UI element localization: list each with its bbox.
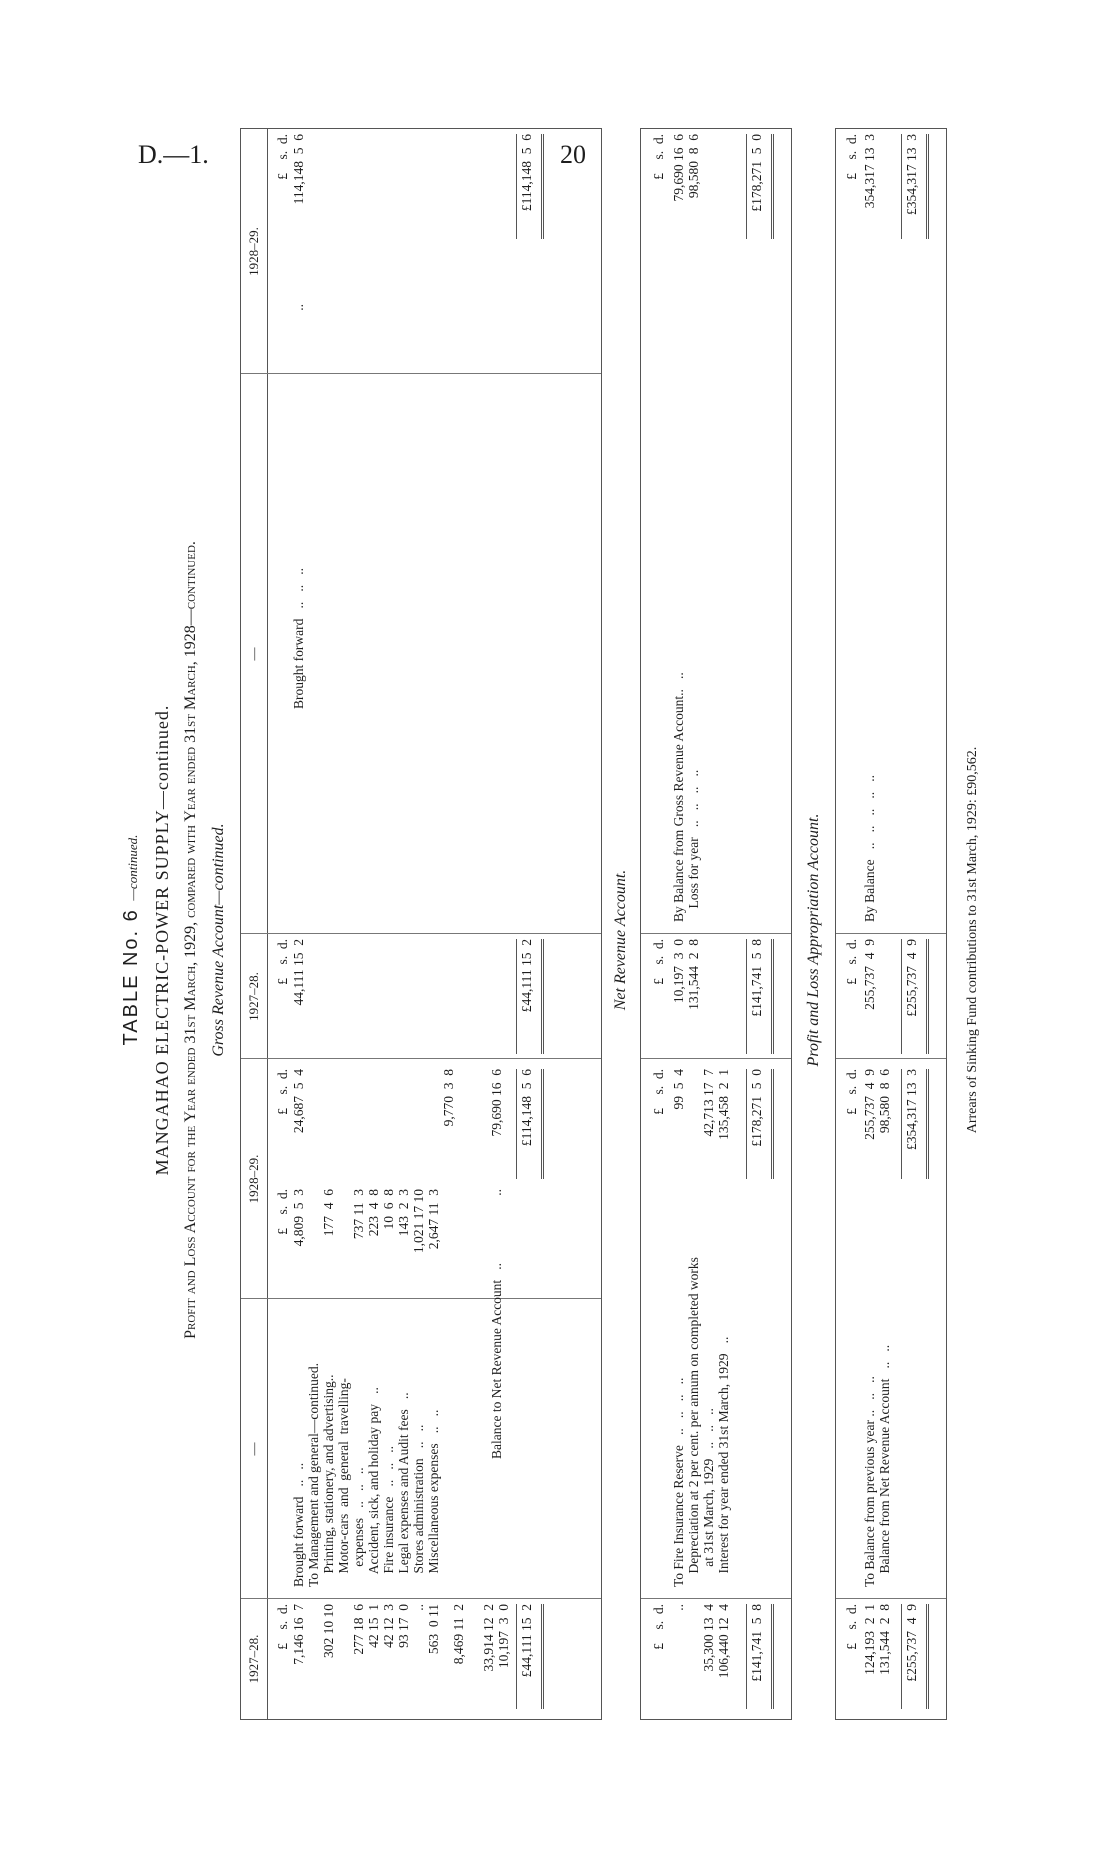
- gross-row-label: Accident, sick, and holiday pay ..: [366, 1387, 381, 1587]
- gross-1929-item: 10 6 8: [381, 1189, 396, 1230]
- gross-row-label: Printing, stationery, and advertising..: [321, 1374, 336, 1587]
- pla-1928-value: 131,544 2 8: [877, 1604, 892, 1675]
- gross-1929-item: 1,021 17 10: [411, 1189, 426, 1254]
- gross-1928-value: 302 10 10: [321, 1604, 336, 1658]
- gross-1928-value: 42 12 3: [381, 1604, 396, 1648]
- gross-1929-item: 737 11 3: [351, 1189, 366, 1240]
- gross-1929-item: 223 4 8: [366, 1189, 381, 1237]
- gross-row-label: Stores administration .. ..: [411, 1424, 426, 1587]
- col-head-1927-right: 1927–28.: [241, 934, 268, 1059]
- net-total-left-1928-value: £141,741 5 8: [749, 1604, 764, 1682]
- net-total-left-1929-value: £178,271 5 0: [749, 1069, 764, 1147]
- net-total-right-1929-value: £178,271 5 0: [749, 134, 764, 212]
- gross-total-right-1929-value: £114,148 5 6: [519, 134, 534, 212]
- lsd-head: £ s. d.: [844, 1604, 859, 1650]
- pla-row-label: Balance from Net Revenue Account .. ..: [877, 1344, 892, 1587]
- gross-row-label: Motor-cars and general travelling-: [336, 1378, 351, 1587]
- gross-balance-1928: 33,914 12 2: [481, 1604, 496, 1672]
- pla-right-1929: 354,317 13 3: [862, 134, 877, 209]
- net-row-label: Depreciation at 2 per cent. per annum on completed works: [686, 1257, 701, 1587]
- gross-1929-item: 4,809 5 3: [291, 1189, 306, 1247]
- net-1929-value: 99 5 4: [671, 1069, 686, 1110]
- gross-row-label: expenses .. .. ..: [351, 1467, 366, 1587]
- lsd-head: £ s. d.: [651, 1069, 666, 1115]
- gross-right-label: Brought forward .. .. ..: [291, 568, 306, 709]
- gross-balance-label: Balance to Net Revenue Account ..: [489, 1262, 504, 1459]
- net-1928-value: ..: [671, 1604, 686, 1611]
- net-total-right-1928-value: £141,741 5 8: [749, 939, 764, 1017]
- lsd-head: £ s. d.: [651, 1604, 666, 1650]
- gross-1929-item: 143 2 3: [396, 1189, 411, 1237]
- gross-row-label: Legal expenses and Audit fees ..: [396, 1392, 411, 1587]
- col-head-desc-right: —: [241, 374, 268, 934]
- gross-revenue-table: [240, 128, 602, 1720]
- gross-row-label: To Management and general—continued.: [306, 1363, 321, 1587]
- net-right-label: Loss for year .. .. .. ..: [686, 769, 701, 922]
- col-head-1927: 1927–28.: [241, 1599, 268, 1719]
- gross-1928-value: 42 15 1: [366, 1604, 381, 1648]
- page-number: 20: [560, 140, 586, 169]
- gross-total-left-1928-value: £44,111 15 2: [519, 1604, 534, 1678]
- rotated-page-content: [120, 100, 1020, 1780]
- net-right-1928: 10,197 3 0: [671, 939, 686, 1004]
- gross-revenue-heading: Gross Revenue Account—continued.: [210, 823, 227, 1057]
- gross-1928-value: 563 0 11: [426, 1604, 441, 1655]
- lsd-head: £ s. d.: [844, 1069, 859, 1115]
- gross-right-1929: 114,148 5 6: [291, 134, 306, 205]
- gross-total-left-1929-value: £114,148 5 6: [519, 1069, 534, 1147]
- lsd-head: £ s. d.: [275, 939, 290, 985]
- net-revenue-heading: Net Revenue Account.: [612, 869, 629, 1011]
- table-subtitle: MANGAHAO ELECTRIC-POWER SUPPLY—continued.: [152, 704, 172, 1176]
- page-header-left: D.—1.: [138, 140, 209, 169]
- net-right-1928: 131,544 2 8: [686, 939, 701, 1010]
- gross-right-1928: 44,111 15 2: [291, 939, 306, 1006]
- gross-right-1929: ..: [291, 304, 306, 311]
- gross-1928-value: 277 18 6: [351, 1604, 366, 1655]
- net-1928-value: 35,300 13 4: [701, 1604, 716, 1672]
- gross-row-label: Miscellaneous expenses .. ..: [426, 1409, 441, 1587]
- net-1929-value: 42,713 17 7: [701, 1069, 716, 1137]
- gross-subtotal-1929: 9,770 3 8: [441, 1069, 456, 1127]
- net-1928-value: 106,440 12 4: [716, 1604, 731, 1679]
- table-number: TABLE No. 6: [120, 908, 142, 1046]
- pla-right-label: By Balance .. .. .. .. ..: [862, 775, 877, 922]
- gross-1929-item: 177 4 6: [321, 1189, 336, 1237]
- pla-1929-value: 98,580 8 6: [877, 1069, 892, 1134]
- pla-1928-value: 124,193 2 1: [862, 1604, 877, 1675]
- table-continued: —continued.: [125, 834, 140, 901]
- gross-1929-total: 24,687 5 4: [291, 1069, 306, 1134]
- gross-1929-item: 2,647 11 3: [426, 1189, 441, 1250]
- gross-row-label: Brought forward .. ..: [291, 1462, 306, 1587]
- net-right-1929: 79,690 16 6: [671, 134, 686, 202]
- gross-balance-1929: ..: [489, 1189, 504, 1196]
- col-head-1929: 1928–29.: [241, 1059, 268, 1299]
- profit-loss-heading: Profit and Loss Account for the Year ended 31st March, 1929, compared with Year ended 31st March, 1928—continued.: [182, 541, 199, 1339]
- net-row-label: Interest for year ended 31st March, 1929 ..: [716, 1336, 731, 1587]
- appropriation-heading: Profit and Loss Appropriation Account.: [805, 813, 822, 1067]
- footnote: Arrears of Sinking Fund contributions to 31st March, 1929: £90,562.: [965, 746, 980, 1134]
- gross-1928-value: ..: [411, 1604, 426, 1611]
- appropriation-table: [835, 128, 947, 1720]
- lsd-head: £ s. d.: [275, 1069, 290, 1115]
- pla-row-label: To Balance from previous year .. .. ..: [862, 1376, 877, 1587]
- pla-total-left-1929-value: £354,317 13 3: [904, 1069, 919, 1150]
- table-title: [120, 100, 143, 1780]
- gross-balance-1928: 10,197 3 0: [496, 1604, 511, 1669]
- net-right-1929: 98,580 8 6: [686, 134, 701, 199]
- pla-total-right-1928-value: £255,737 4 9: [904, 939, 919, 1017]
- net-right-label: By Balance from Gross Revenue Account.. ..: [671, 672, 686, 922]
- lsd-head: £ s. d.: [275, 1604, 290, 1650]
- gross-balance-1929: 79,690 16 6: [489, 1069, 504, 1137]
- pla-1929-value: 255,737 4 9: [862, 1069, 877, 1140]
- gross-1928-value: 7,146 16 7: [291, 1604, 306, 1665]
- gross-total-right-1928-value: £44,111 15 2: [519, 939, 534, 1013]
- landscape-table: [120, 100, 1020, 1780]
- col-head-1929-right: 1928–29.: [241, 129, 268, 374]
- pla-total-left-1928-value: £255,737 4 9: [904, 1604, 919, 1682]
- net-row-label: at 31st March, 1929 .. .. ..: [701, 1408, 716, 1587]
- net-1929-value: 135,458 2 1: [716, 1069, 731, 1140]
- gross-row-label: Fire insurance .. .. ..: [381, 1446, 396, 1587]
- lsd-head: £ s. d.: [651, 134, 666, 180]
- gross-1928-value: 93 17 0: [396, 1604, 411, 1648]
- lsd-head: £ s. d.: [844, 939, 859, 985]
- net-row-label: To Fire Insurance Reserve .. .. .. ..: [671, 1377, 686, 1587]
- gross-subtotal-1928: 8,469 11 2: [451, 1604, 466, 1665]
- col-head-desc: —: [241, 1299, 268, 1599]
- lsd-head: £ s. d.: [844, 134, 859, 180]
- lsd-head: £ s. d.: [275, 1189, 290, 1235]
- net-revenue-table: [640, 128, 792, 1720]
- lsd-head: £ s. d.: [651, 939, 666, 985]
- pla-total-right-1929-value: £354,317 13 3: [904, 134, 919, 215]
- pla-right-1928: 255,737 4 9: [862, 939, 877, 1010]
- lsd-head: £ s. d.: [275, 134, 290, 180]
